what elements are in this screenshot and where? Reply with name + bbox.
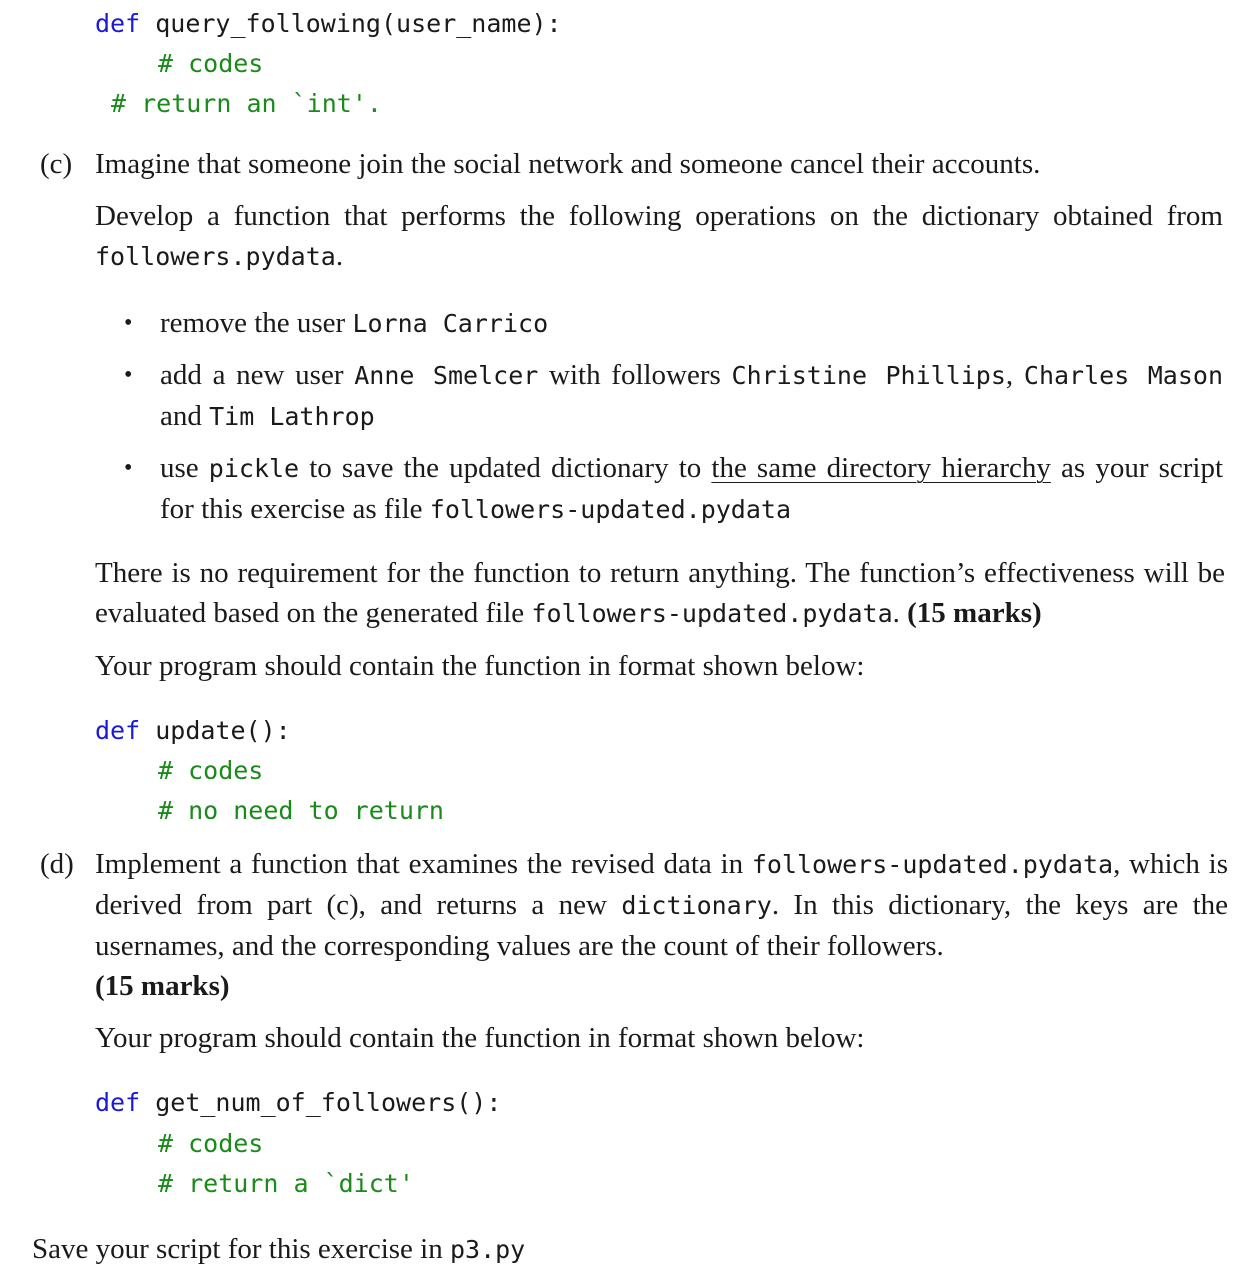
part-c-format-note: Your program should contain the function in format shown below: — [95, 650, 865, 682]
part-d-description: Implement a function that examines the revised data in followers-updated.pydata, which is derived from part (c), and returns a new dictionary. In this dictionary, the keys are the usernames, and the corresponding values are the count of their followers. (15 marks) — [95, 848, 1229, 1002]
part-c-label: (c) — [40, 148, 73, 180]
code-line-query-following — [95, 4, 562, 44]
bullet-dot: • — [124, 362, 133, 388]
part-d-label: (d) — [40, 848, 74, 880]
keyword-def: def — [95, 716, 141, 745]
username: Christine Phillips — [731, 361, 1006, 390]
bullet-dot: • — [124, 455, 133, 481]
bullet-remove-user: remove the user Lorna Carrico — [160, 307, 549, 339]
username: Charles Mason — [1023, 361, 1224, 390]
filename: p3.py — [449, 1235, 526, 1264]
marks: (15 marks) — [907, 597, 1042, 629]
type-name: dictionary — [621, 891, 772, 920]
filename: followers.pydata — [95, 242, 336, 271]
part-c-requirement: There is no requirement for the function to return anything. The function’s effectiveness will be evaluated based on the generated file followers-updated.pydata. (15 marks) — [95, 557, 1225, 629]
keyword-def: def — [95, 9, 141, 38]
marks: (15 marks) — [95, 970, 230, 1002]
part-c-develop: Develop a function that performs the following operations on the dictionary obtained from followers.pydata. — [95, 200, 1223, 272]
filename: followers-updated.pydata — [751, 850, 1114, 879]
keyword-def: def — [95, 1088, 141, 1117]
function-signature: query_following(user_name): — [155, 9, 562, 38]
function-signature: get_num_of_followers(): — [155, 1088, 502, 1117]
code-comment: # codes — [158, 1129, 264, 1158]
code-line-update — [95, 711, 291, 751]
function-signature: update(): — [155, 716, 291, 745]
username: Lorna Carrico — [352, 309, 549, 338]
part-d-format-note: Your program should contain the function in format shown below: — [95, 1022, 865, 1054]
bullet-add-user: add a new user Anne Smelcer with followers Christine Phillips, Charles Mason and Tim Lathrop — [160, 359, 1224, 432]
module-name: pickle — [208, 454, 300, 483]
bullet-dot: • — [124, 310, 133, 336]
code-comment: # codes — [158, 49, 264, 78]
code-comment: # return an `int'. — [111, 89, 382, 118]
code-comment: # codes — [158, 756, 264, 785]
username: Anne Smelcer — [354, 361, 539, 390]
filename: followers-updated.pydata — [429, 495, 791, 524]
code-comment: # return a `dict' — [158, 1169, 414, 1198]
filename: followers-updated.pydata — [531, 599, 893, 628]
part-c-intro: Imagine that someone join the social network and someone cancel their accounts. — [95, 148, 1041, 180]
username: Tim Lathrop — [209, 402, 375, 431]
underlined-phrase: the same directory hierarchy — [711, 452, 1051, 484]
footer-save-note: Save your script for this exercise in p3.py — [32, 1233, 526, 1265]
bullet-use-pickle: use pickle to save the updated dictionary to the same directory hierarchy as your script for this exercise as file followers-updated.pydata — [160, 452, 1224, 525]
code-line-get-num-of-followers — [95, 1083, 501, 1123]
code-comment: # no need to return — [158, 796, 444, 825]
